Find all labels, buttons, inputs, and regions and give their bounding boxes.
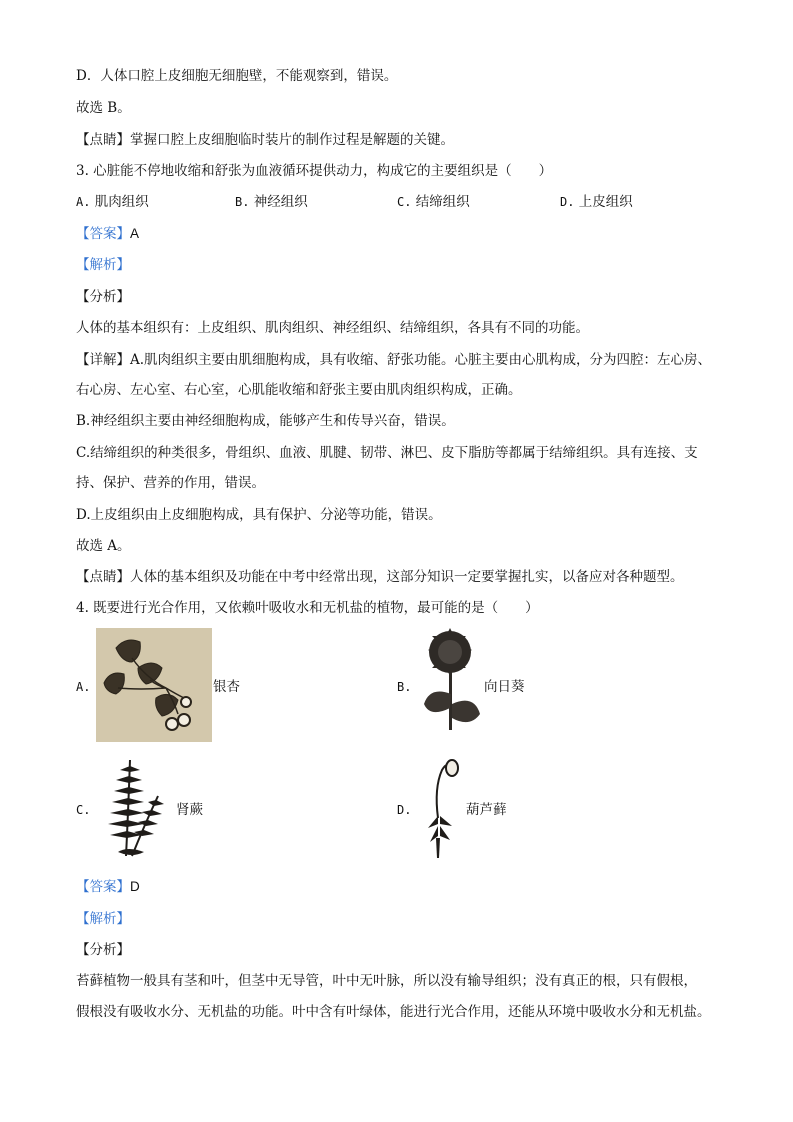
sunflower-image xyxy=(420,628,482,732)
text-line: D．人体口腔上皮细胞无细胞壁，不能观察到，错误。 xyxy=(76,68,398,84)
text-line: 假根没有吸收水分、无机盐的功能。叶中含有叶绿体，能进行光合作用，还能从环境中吸收水分和无机盐。 xyxy=(76,1004,711,1020)
text-line: B.神经组织主要由神经细胞构成，能够产生和传导兴奋，错误。 xyxy=(76,413,455,429)
q3-option-b: B. 神经组织 xyxy=(235,194,308,210)
ginkgo-image xyxy=(96,628,212,742)
q4-option-b-letter: B. xyxy=(397,680,412,694)
fenxi-label: 【分析】 xyxy=(76,942,130,958)
text-line: 人体的基本组织有：上皮组织、肌肉组织、神经组织、结缔组织，各具有不同的功能。 xyxy=(76,320,589,336)
text-line: C.结缔组织的种类很多，骨组织、血液、肌腱、韧带、淋巴、皮下脂肪等都属于结缔组织。具有连接、支 xyxy=(76,445,698,461)
q4-option-c-label: 肾蕨 xyxy=(176,802,203,818)
question-4: 4. 既要进行光合作用，又依赖叶吸收水和无机盐的植物，最可能的是（ ） xyxy=(76,600,539,616)
text-line: 右心房、左心室、右心室，心肌能收缩和舒张主要由肌肉组织构成，正确。 xyxy=(76,382,522,398)
fenxi-label: 【分析】 xyxy=(76,289,130,305)
text-line: 苔藓植物一般具有茎和叶，但茎中无导管，叶中无叶脉，所以没有输导组织；没有真正的根，只有假根， xyxy=(76,973,697,989)
q4-option-c-letter: C. xyxy=(76,803,91,817)
text-line: 【详解】A.肌肉组织主要由肌细胞构成，具有收缩、舒张功能。心脏主要由心肌构成，分为四腔：左心房、 xyxy=(76,352,712,368)
text-line: 持、保护、营养的作用，错误。 xyxy=(76,475,265,491)
q3-option-d: D. 上皮组织 xyxy=(560,194,633,210)
text-line: D.上皮组织由上皮细胞构成，具有保护、分泌等功能，错误。 xyxy=(76,507,442,523)
q4-option-d-label: 葫芦藓 xyxy=(466,802,507,818)
q3-option-c: C. 结缔组织 xyxy=(397,194,470,210)
dianjing-line: 【点睛】掌握口腔上皮细胞临时装片的制作过程是解题的关键。 xyxy=(76,132,454,148)
text-line: 故选 A。 xyxy=(76,538,131,554)
moss-image xyxy=(424,758,464,862)
text-line: 故选 B。 xyxy=(76,100,131,116)
jiexi-label: 【解析】 xyxy=(76,257,130,273)
q4-option-a-letter: A. xyxy=(76,680,91,694)
q4-option-a-label: 银杏 xyxy=(213,679,240,695)
answer-4: 【答案】D xyxy=(76,879,140,895)
dianjing-line: 【点睛】人体的基本组织及功能在中考中经常出现，这部分知识一定要掌握扎实，以备应对各种题型。 xyxy=(76,569,684,585)
jiexi-label: 【解析】 xyxy=(76,911,130,927)
q3-option-a: A. 肌肉组织 xyxy=(76,194,149,210)
fern-image xyxy=(98,756,176,860)
q4-option-b-label: 向日葵 xyxy=(484,679,525,695)
answer-3: 【答案】A xyxy=(76,226,140,242)
question-3: 3. 心脏能不停地收缩和舒张为血液循环提供动力，构成它的主要组织是（ ） xyxy=(76,163,553,179)
q4-option-d-letter: D. xyxy=(397,803,412,817)
